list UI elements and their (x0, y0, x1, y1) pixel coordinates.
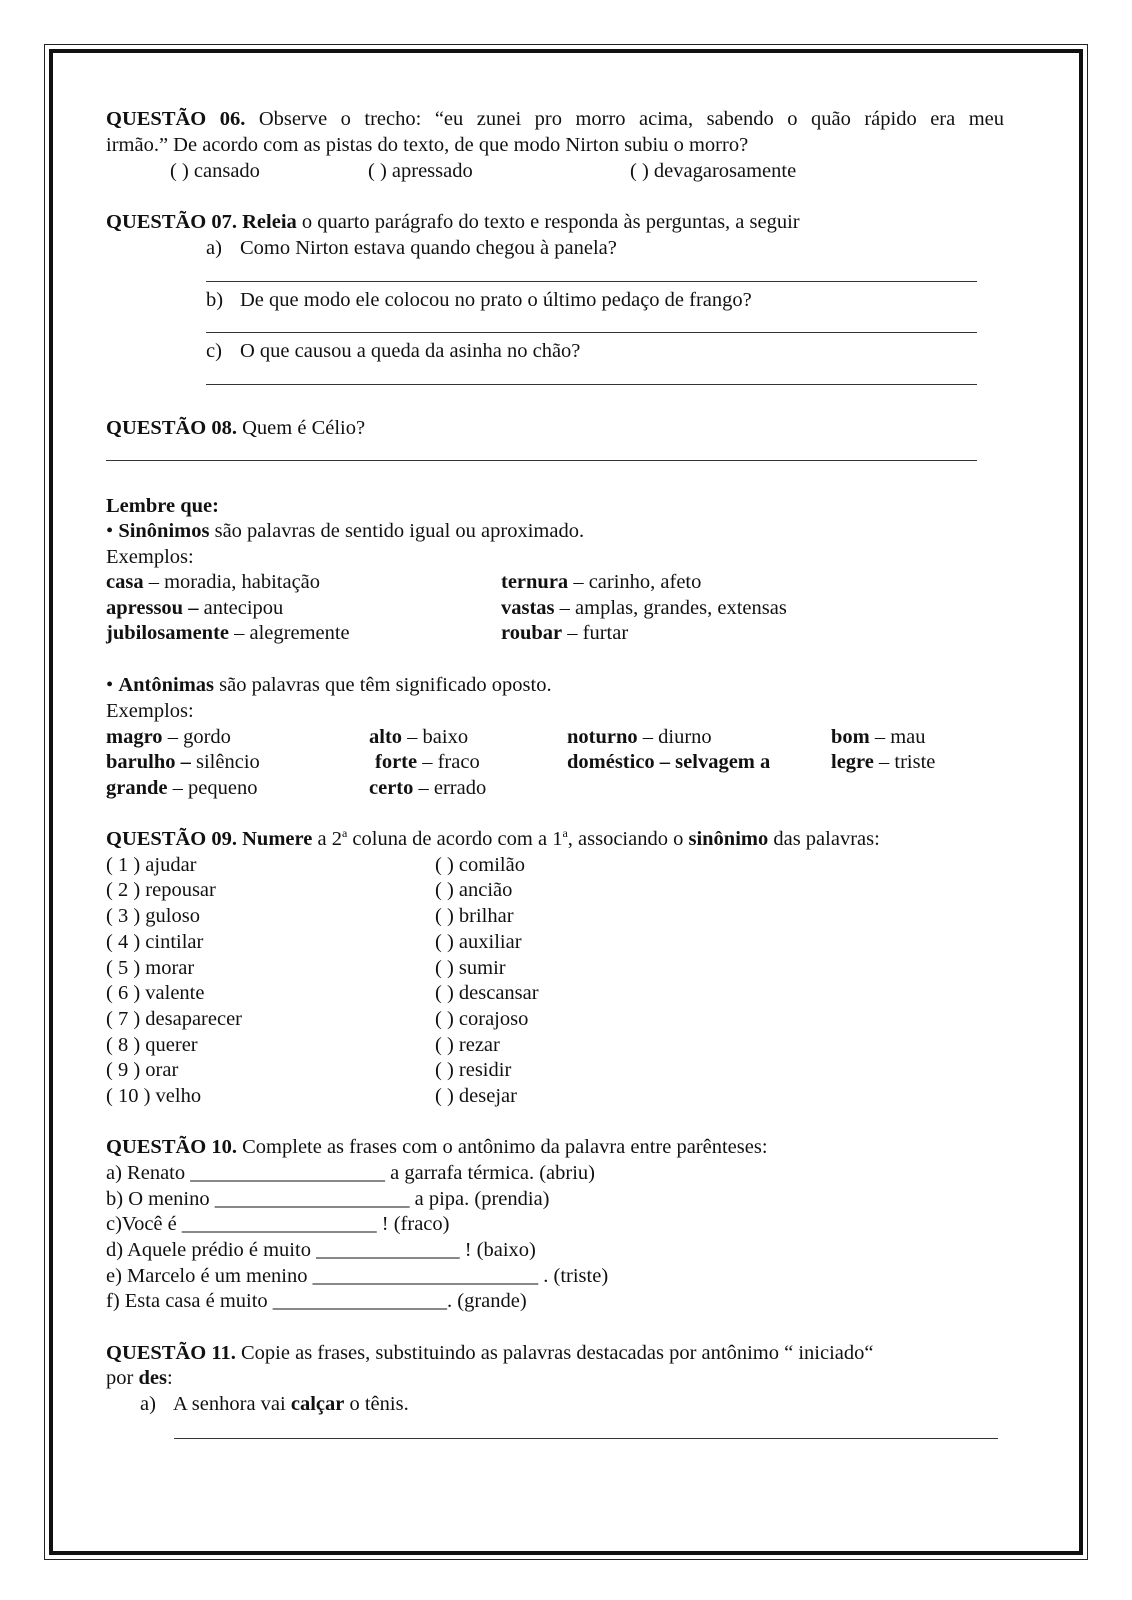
q08-label: QUESTÃO 08. (106, 417, 237, 439)
q11-label: QUESTÃO 11. (106, 1342, 236, 1364)
q10-sentence[interactable]: d) Aquele prédio é muito ______________ ! (baixo) (106, 1239, 536, 1261)
q09-right-item[interactable]: ( ) comilão (435, 854, 525, 876)
q09-left-item: ( 10 ) velho (106, 1085, 202, 1107)
q09-right-item[interactable]: ( ) auxiliar (435, 931, 522, 953)
q07-item-a-letter: a) (206, 237, 222, 259)
ant-example: alto – baixo (369, 726, 469, 748)
q09-right-item[interactable]: ( ) rezar (435, 1034, 500, 1056)
q07-verb: Releia (242, 211, 297, 233)
q09-left-item: ( 2 ) repousar (106, 879, 216, 901)
page-border-inner (49, 49, 1083, 1555)
q06-label: QUESTÃO 06. (106, 108, 246, 130)
sin-example: roubar – furtar (501, 622, 629, 644)
q10-label: QUESTÃO 10. (106, 1136, 237, 1158)
q07-item-b-text: De que modo ele colocou no prato o último pedaço de frango? (240, 289, 752, 311)
q07-label: QUESTÃO 07. (106, 211, 237, 233)
sin-example: casa – moradia, habitação (106, 571, 321, 593)
q10-sentence[interactable]: b) O menino ___________________ a pipa. (prendia) (106, 1188, 550, 1210)
q09-right-item[interactable]: ( ) corajoso (435, 1008, 529, 1030)
q09-left-item: ( 3 ) guloso (106, 905, 200, 927)
q06-line2: irmão.” De acordo com as pistas do texto, de que modo Nirton subiu o morro? (106, 134, 749, 156)
q06-option-2[interactable]: ( ) apressado (368, 160, 473, 182)
ant-example: grande – pequeno (106, 777, 258, 799)
q06-option-1[interactable]: ( ) cansado (170, 160, 260, 182)
q07-heading (106, 209, 800, 235)
antonimos-term: Antônimas (118, 674, 214, 696)
ant-example: barulho – silêncio (106, 751, 260, 773)
ant-example: certo – errado (369, 777, 487, 799)
q07-item-c-text: O que causou a queda da asinha no chão? (240, 340, 581, 362)
q09-right-item[interactable]: ( ) brilhar (435, 905, 514, 927)
q11-answer-line[interactable] (174, 1438, 998, 1439)
ant-example: bom – mau (831, 726, 926, 748)
q07-answer-line-b[interactable] (206, 332, 977, 333)
q07-item-c-letter: c) (206, 340, 222, 362)
antonimos-definition: • Antônimas são palavras que têm significado oposto. (106, 674, 552, 696)
sinonimos-definition: • Sinônimos são palavras de sentido igual ou aproximado. (106, 520, 585, 542)
antonimos-examples-label: Exemplos: (106, 700, 194, 722)
q09-right-item[interactable]: ( ) sumir (435, 957, 506, 979)
q09-heading: QUESTÃO 09. Numere a 2$^a$ coluna de acordo com a 1$^a$, associando o sinônimo das palavras: (106, 826, 880, 850)
q09-left-item: ( 7 ) desaparecer (106, 1008, 243, 1030)
q08-text: Quem é Célio? (242, 417, 366, 439)
sinonimos-examples-label: Exemplos: (106, 546, 194, 568)
q06-line1 (106, 106, 1004, 132)
q08-answer-line[interactable] (106, 460, 977, 461)
sin-example: apressou – antecipou (106, 597, 284, 619)
q09-left-item: ( 4 ) cintilar (106, 931, 204, 953)
sinonimos-term: Sinônimos (118, 520, 210, 542)
q09-left-item: ( 8 ) querer (106, 1034, 198, 1056)
q10-sentence[interactable]: c)Você é ___________________ ! (fraco) (106, 1213, 450, 1235)
q09-left-item: ( 1 ) ajudar (106, 854, 197, 876)
bullet: • (106, 520, 114, 542)
q07-item-b-letter: b) (206, 289, 224, 311)
q10-sentence[interactable]: e) Marcelo é um menino ______________________ . (triste) (106, 1265, 609, 1287)
q09-left-item: ( 5 ) morar (106, 957, 195, 979)
sin-example: vastas – amplas, grandes, extensas (501, 597, 787, 619)
q09-left-item: ( 6 ) valente (106, 982, 205, 1004)
q07-text: o quarto parágrafo do texto e responda às perguntas, a seguir (301, 211, 800, 233)
lembre-title: Lembre que: (106, 495, 219, 517)
q09-left-item: ( 9 ) orar (106, 1059, 179, 1081)
q11-item-a-letter: a) (140, 1393, 156, 1415)
sin-example: ternura – carinho, afeto (501, 571, 702, 593)
q09-right-item[interactable]: ( ) desejar (435, 1085, 517, 1107)
q07-answer-line-c[interactable] (206, 384, 977, 385)
ant-example: noturno – diurno (567, 726, 712, 748)
q09-right-item[interactable]: ( ) descansar (435, 982, 539, 1004)
q08-heading (106, 415, 365, 441)
ant-example: forte – fraco (375, 751, 480, 773)
q09-label: QUESTÃO 09. (106, 828, 237, 850)
q10-sentence[interactable]: f) Esta casa é muito _________________. (grande) (106, 1290, 527, 1312)
q10-heading: QUESTÃO 10. Complete as frases com o antônimo da palavra entre parênteses: (106, 1136, 768, 1158)
q11-item-a-text: A senhora vai calçar o tênis. (173, 1393, 409, 1415)
q11-heading: QUESTÃO 11. Copie as frases, substituindo as palavras destacadas por antônimo “ iniciado“ (106, 1342, 874, 1364)
ant-example: doméstico – selvagem a (567, 751, 771, 773)
sin-example: jubilosamente – alegremente (106, 622, 350, 644)
ant-example: magro – gordo (106, 726, 231, 748)
q09-right-item[interactable]: ( ) ancião (435, 879, 513, 901)
q11-heading-line2: por des: (106, 1367, 173, 1389)
q09-right-item[interactable]: ( ) residir (435, 1059, 512, 1081)
bullet: • (106, 674, 114, 696)
q06-option-3[interactable]: ( ) devagarosamente (630, 160, 797, 182)
ant-example: legre – triste (831, 751, 936, 773)
q06-text-1: Observe o trecho: “eu zunei pro morro acima, sabendo o quão rápido era meu (258, 108, 1005, 130)
q07-answer-line-a[interactable] (206, 281, 977, 282)
q07-item-a-text: Como Nirton estava quando chegou à panela? (240, 237, 617, 259)
q10-sentence[interactable]: a) Renato ___________________ a garrafa térmica. (abriu) (106, 1162, 595, 1184)
